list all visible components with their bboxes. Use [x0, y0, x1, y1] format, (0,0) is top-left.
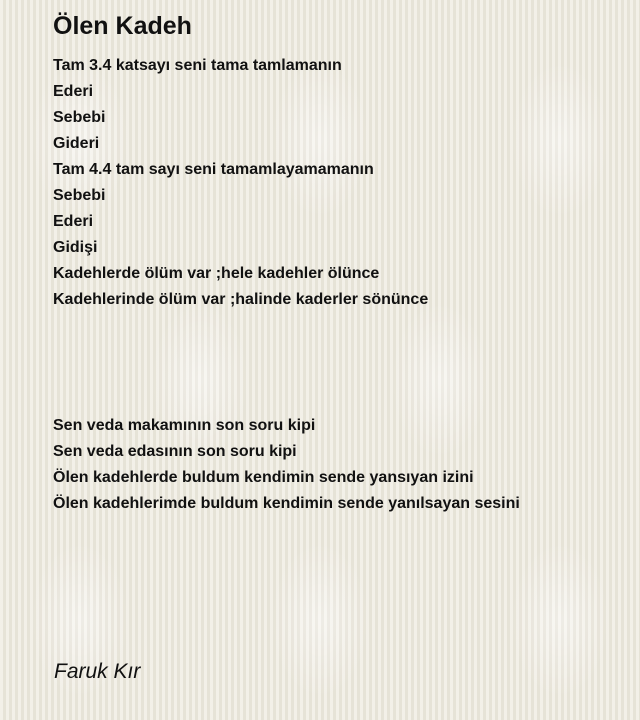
poem-stanza-2	[53, 413, 520, 517]
poem-line: Ederi	[53, 83, 94, 100]
poem-stanza-1	[53, 53, 428, 313]
poem-line: Sen veda makamının son soru kipi	[53, 417, 316, 434]
poem-line: Kadehlerinde ölüm var ;halinde kaderler sönünce	[53, 291, 429, 308]
poem-line: Kadehlerde ölüm var ;hele kadehler ölünce	[53, 265, 380, 282]
poem-line: Tam 4.4 tam sayı seni tamamlayamamanın	[53, 161, 374, 178]
poem-line: Gideri	[53, 135, 100, 152]
poem-line: Ölen kadehlerimde buldum kendimin sende yanılsayan sesini	[53, 495, 520, 512]
poem-title: Ölen Kadeh	[53, 12, 192, 40]
poem-line: Sebebi	[53, 187, 106, 204]
poem-line: Sen veda edasının son soru kipi	[53, 443, 297, 460]
poem-line: Gidişi	[53, 239, 98, 256]
poem-line: Ölen kadehlerde buldum kendimin sende yansıyan izini	[53, 469, 474, 486]
poem-line: Ederi	[53, 213, 94, 230]
poem-line: Tam 3.4 katsayı seni tama tamlamanın	[53, 57, 342, 74]
poem-line: Sebebi	[53, 109, 106, 126]
poem-author: Faruk Kır	[54, 660, 141, 683]
